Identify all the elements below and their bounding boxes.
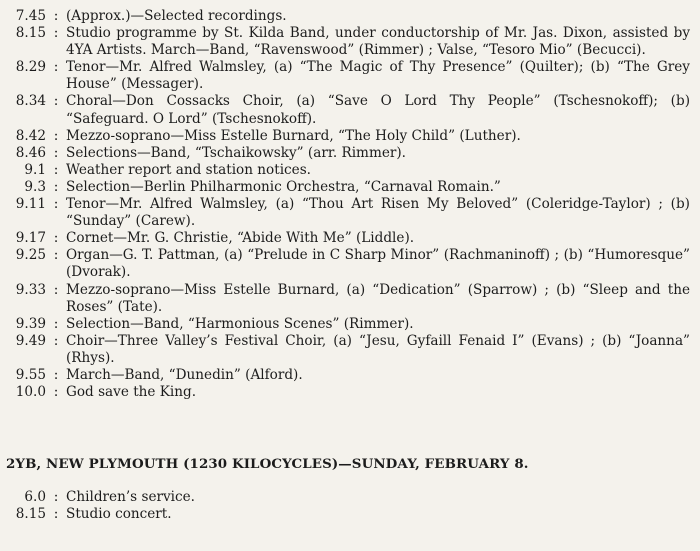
program-listing-2yb xyxy=(0,489,690,523)
station-heading: 2YB, NEW PLYMOUTH (1230 KILOCYCLES)—SUNDAY, FEBRUARY 8. xyxy=(6,456,529,472)
entry-text: Organ—G. T. Pattman, (a) “Prelude in C Sharp Minor” (Rachmaninoff) ; (b) “Humoresque” (Dvorak). xyxy=(66,247,690,281)
entry-text: Mezzo-soprano—Miss Estelle Burnard, “The Holy Child” (Luther). xyxy=(66,127,521,144)
program-entry xyxy=(0,25,690,59)
entry-text: Cornet—Mr. G. Christie, “Abide With Me” (Liddle). xyxy=(66,230,415,247)
entry-text: Selection—Band, “Harmonious Scenes” (Rimmer). xyxy=(66,315,414,332)
entry-separator: : xyxy=(53,196,59,213)
entry-time: 8.34 xyxy=(15,93,46,110)
program-entry xyxy=(0,333,690,367)
entry-time: 6.0 xyxy=(24,489,46,505)
program-entry xyxy=(0,316,690,333)
program-entry xyxy=(0,384,690,401)
program-entry xyxy=(0,145,690,162)
program-entry xyxy=(0,230,690,247)
entry-text: March—Band, “Dunedin” (Alford). xyxy=(66,366,303,383)
entry-time: 8.46 xyxy=(15,144,46,161)
entry-text: God save the King. xyxy=(66,384,197,401)
entry-separator: : xyxy=(53,384,59,401)
entry-text: Choral—Don Cossacks Choir, (a) “Save O Lord Thy People” (Tschesnokoff); (b) “Safeguard. O Lord” (Tschesnokoff). xyxy=(66,93,690,127)
program-entry xyxy=(0,282,690,316)
entry-text: Selections—Band, “Tschaikowsky” (arr. Rimmer). xyxy=(66,144,407,161)
entry-time: 8.42 xyxy=(15,127,46,144)
program-entry xyxy=(0,128,690,145)
entry-time: 9.39 xyxy=(15,315,46,332)
program-entry xyxy=(0,489,690,506)
entry-time: 9.17 xyxy=(15,230,46,247)
entry-separator: : xyxy=(53,25,59,42)
entry-text: (Approx.)—Selected recordings. xyxy=(66,8,287,24)
entry-time: 10.0 xyxy=(15,384,46,401)
entry-separator: : xyxy=(53,247,59,264)
entry-time: 9.49 xyxy=(15,332,46,349)
entry-separator: : xyxy=(53,230,59,247)
program-entry xyxy=(0,506,690,523)
entry-separator: : xyxy=(53,93,59,110)
entry-time: 8.15 xyxy=(15,25,46,42)
program-entry xyxy=(0,93,690,127)
entry-separator: : xyxy=(53,8,59,24)
program-entry xyxy=(0,179,690,196)
entry-time: 8.29 xyxy=(15,59,46,76)
entry-time: 9.3 xyxy=(24,178,46,195)
entry-text: Tenor—Mr. Alfred Walmsley, (a) “The Magic of Thy Presence” (Quilter); (b) “The Grey House” (Messager). xyxy=(66,59,690,93)
entry-separator: : xyxy=(53,178,59,195)
entry-text: Weather report and station notices. xyxy=(66,161,312,178)
entry-separator: : xyxy=(53,489,59,505)
entry-time: 9.1 xyxy=(24,161,46,178)
entry-separator: : xyxy=(53,127,59,144)
entry-time: 7.45 xyxy=(15,8,46,24)
program-entry xyxy=(0,247,690,281)
entry-separator: : xyxy=(53,59,59,76)
program-entry xyxy=(0,162,690,179)
entry-text: Studio concert. xyxy=(66,506,172,523)
entry-time: 8.15 xyxy=(15,506,46,523)
entry-separator: : xyxy=(53,366,59,383)
program-entry xyxy=(0,59,690,93)
entry-text: Children’s service. xyxy=(66,489,195,505)
entry-separator: : xyxy=(53,315,59,332)
entry-separator: : xyxy=(53,161,59,178)
entry-text: Selection—Berlin Philharmonic Orchestra, “Carnaval Romain.” xyxy=(66,178,501,195)
entry-text: Studio programme by St. Kilda Band, under conductorship of Mr. Jas. Dixon, assisted by 4YA Artists. March—Band, “Ravenswood” (Rimmer) ; Valse, “Tesoro Mio” (Becucci). xyxy=(66,25,690,59)
entry-text: Tenor—Mr. Alfred Walmsley, (a) “Thou Art Risen My Beloved” (Coleridge-Taylor) ; (b) “Sunday” (Carew). xyxy=(66,196,690,230)
entry-text: Mezzo-soprano—Miss Estelle Burnard, (a) “Dedication” (Sparrow) ; (b) “Sleep and the Roses” (Tate). xyxy=(66,281,690,315)
program-listing xyxy=(0,8,690,401)
entry-time: 9.55 xyxy=(15,366,46,383)
entry-time: 9.25 xyxy=(15,247,46,264)
program-entry xyxy=(0,196,690,230)
entry-separator: : xyxy=(53,144,59,161)
entry-text: Choir—Three Valley’s Festival Choir, (a) “Jesu, Gyfaill Fenaid I” (Evans) ; (b) “Joanna” (Rhys). xyxy=(66,332,690,366)
entry-separator: : xyxy=(53,281,59,298)
entry-time: 9.11 xyxy=(15,196,46,213)
program-entry xyxy=(0,8,690,25)
entry-separator: : xyxy=(53,332,59,349)
entry-time: 9.33 xyxy=(15,281,46,298)
entry-separator: : xyxy=(53,506,59,523)
program-entry xyxy=(0,367,690,384)
